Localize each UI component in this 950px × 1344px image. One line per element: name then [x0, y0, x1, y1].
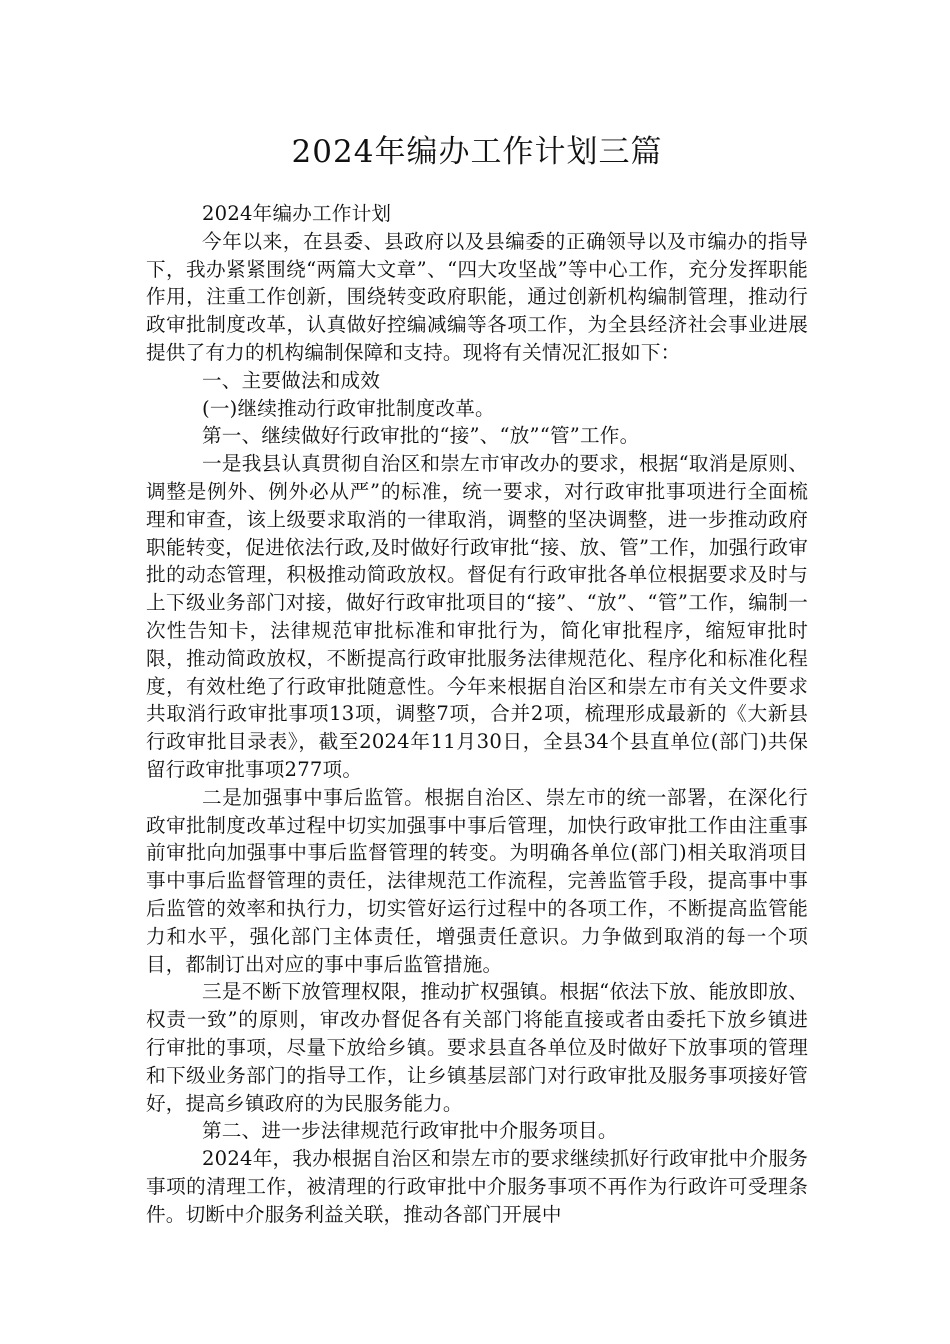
paragraph-item-4: 2024年，我办根据自治区和崇左市的要求继续抓好行政审批中介服务事项的清理工作，被清理的行政审批中介服务事项不再作为行政许可受理条件。切断中介服务利益关联，推动各部门开展中: [146, 1147, 808, 1226]
paragraph-subtitle: 2024年编办工作计划: [202, 202, 392, 225]
paragraph-intro: 今年以来，在县委、县政府以及县编委的正确领导以及市编办的指导下，我办紧紧围绕“两篇大文章”、“四大攻坚战”等中心工作，充分发挥职能作用，注重工作创新，围绕转变政府职能，通过创新机构编制管理，推动行政审批制度改革，认真做好控编减编等各项工作，为全县经济社会事业进展提供了有力的机构编制保障和支持。现将有关情况汇报如下：: [146, 229, 808, 364]
paragraph-item-2: 二是加强事中事后监管。根据自治区、崇左市的统一部署，在深化行政审批制度改革过程中切实加强事中事后管理，加快行政审批工作由注重事前审批向加强事中事后监督管理的转变。为明确各单位(部门)相关取消项目事中事后监督管理的责任，法律规范工作流程，完善监管手段，提高事中事后监管的效率和执行力，切实管好运行过程中的各项工作，不断提高监管能力和水平，强化部门主体责任，增强责任意识。力争做到取消的每一个项目，都制订出对应的事中事后监管措施。: [146, 785, 808, 976]
document-page: [146, 128, 808, 1228]
paragraph-item-1: 一是我县认真贯彻自治区和崇左市审改办的要求，根据“取消是原则、调整是例外、例外必从严”的标准，统一要求，对行政审批事项进行全面梳理和审查，该上级要求取消的一律取消，调整的坚决调整，进一步推动政府职能转变，促进依法行政,及时做好行政审批“接、放、管”工作，加强行政审批的动态管理，积极推动简政放权。督促有行政审批各单位根据要求及时与上下级业务部门对接，做好行政审批项目的“接”、“放”、“管”工作，编制一次性告知卡，法律规范审批标准和审批行为，简化审批程序，缩短审批时限，推动简政放权，不断提高行政审批服务法律规范化、程序化和标准化程度，有效杜绝了行政审批随意性。今年来根据自治区和崇左市有关文件要求共取消行政审批事项13项，调整7项，合并2项，梳理形成最新的《大新县行政审批目录表》，截至2024年11月30日，全县34个县直单位(部门)共保留行政审批事项277项。: [146, 452, 808, 781]
heading-point-2: 第二、进一步法律规范行政审批中介服务项目。: [202, 1119, 618, 1143]
document-title: 2024年编办工作计划三篇: [291, 134, 663, 170]
heading-section-1: 一、主要做法和成效: [202, 368, 381, 392]
heading-point-1: 第一、继续做好行政审批的“接”、“放”“管”工作。: [202, 424, 640, 448]
heading-subsection-1: (一)继续推动行政审批制度改革。: [202, 396, 495, 420]
paragraph-item-3: 三是不断下放管理权限，推动扩权强镇。根据“依法下放、能放即放、权责一致”的原则，审改办督促各有关部门将能直接或者由委托下放乡镇进行审批的事项，尽量下放给乡镇。要求县直各单位及时做好下放事项的管理和下级业务部门的指导工作，让乡镇基层部门对行政审批及服务事项接好管好，提高乡镇政府的为民服务能力。: [146, 980, 808, 1115]
